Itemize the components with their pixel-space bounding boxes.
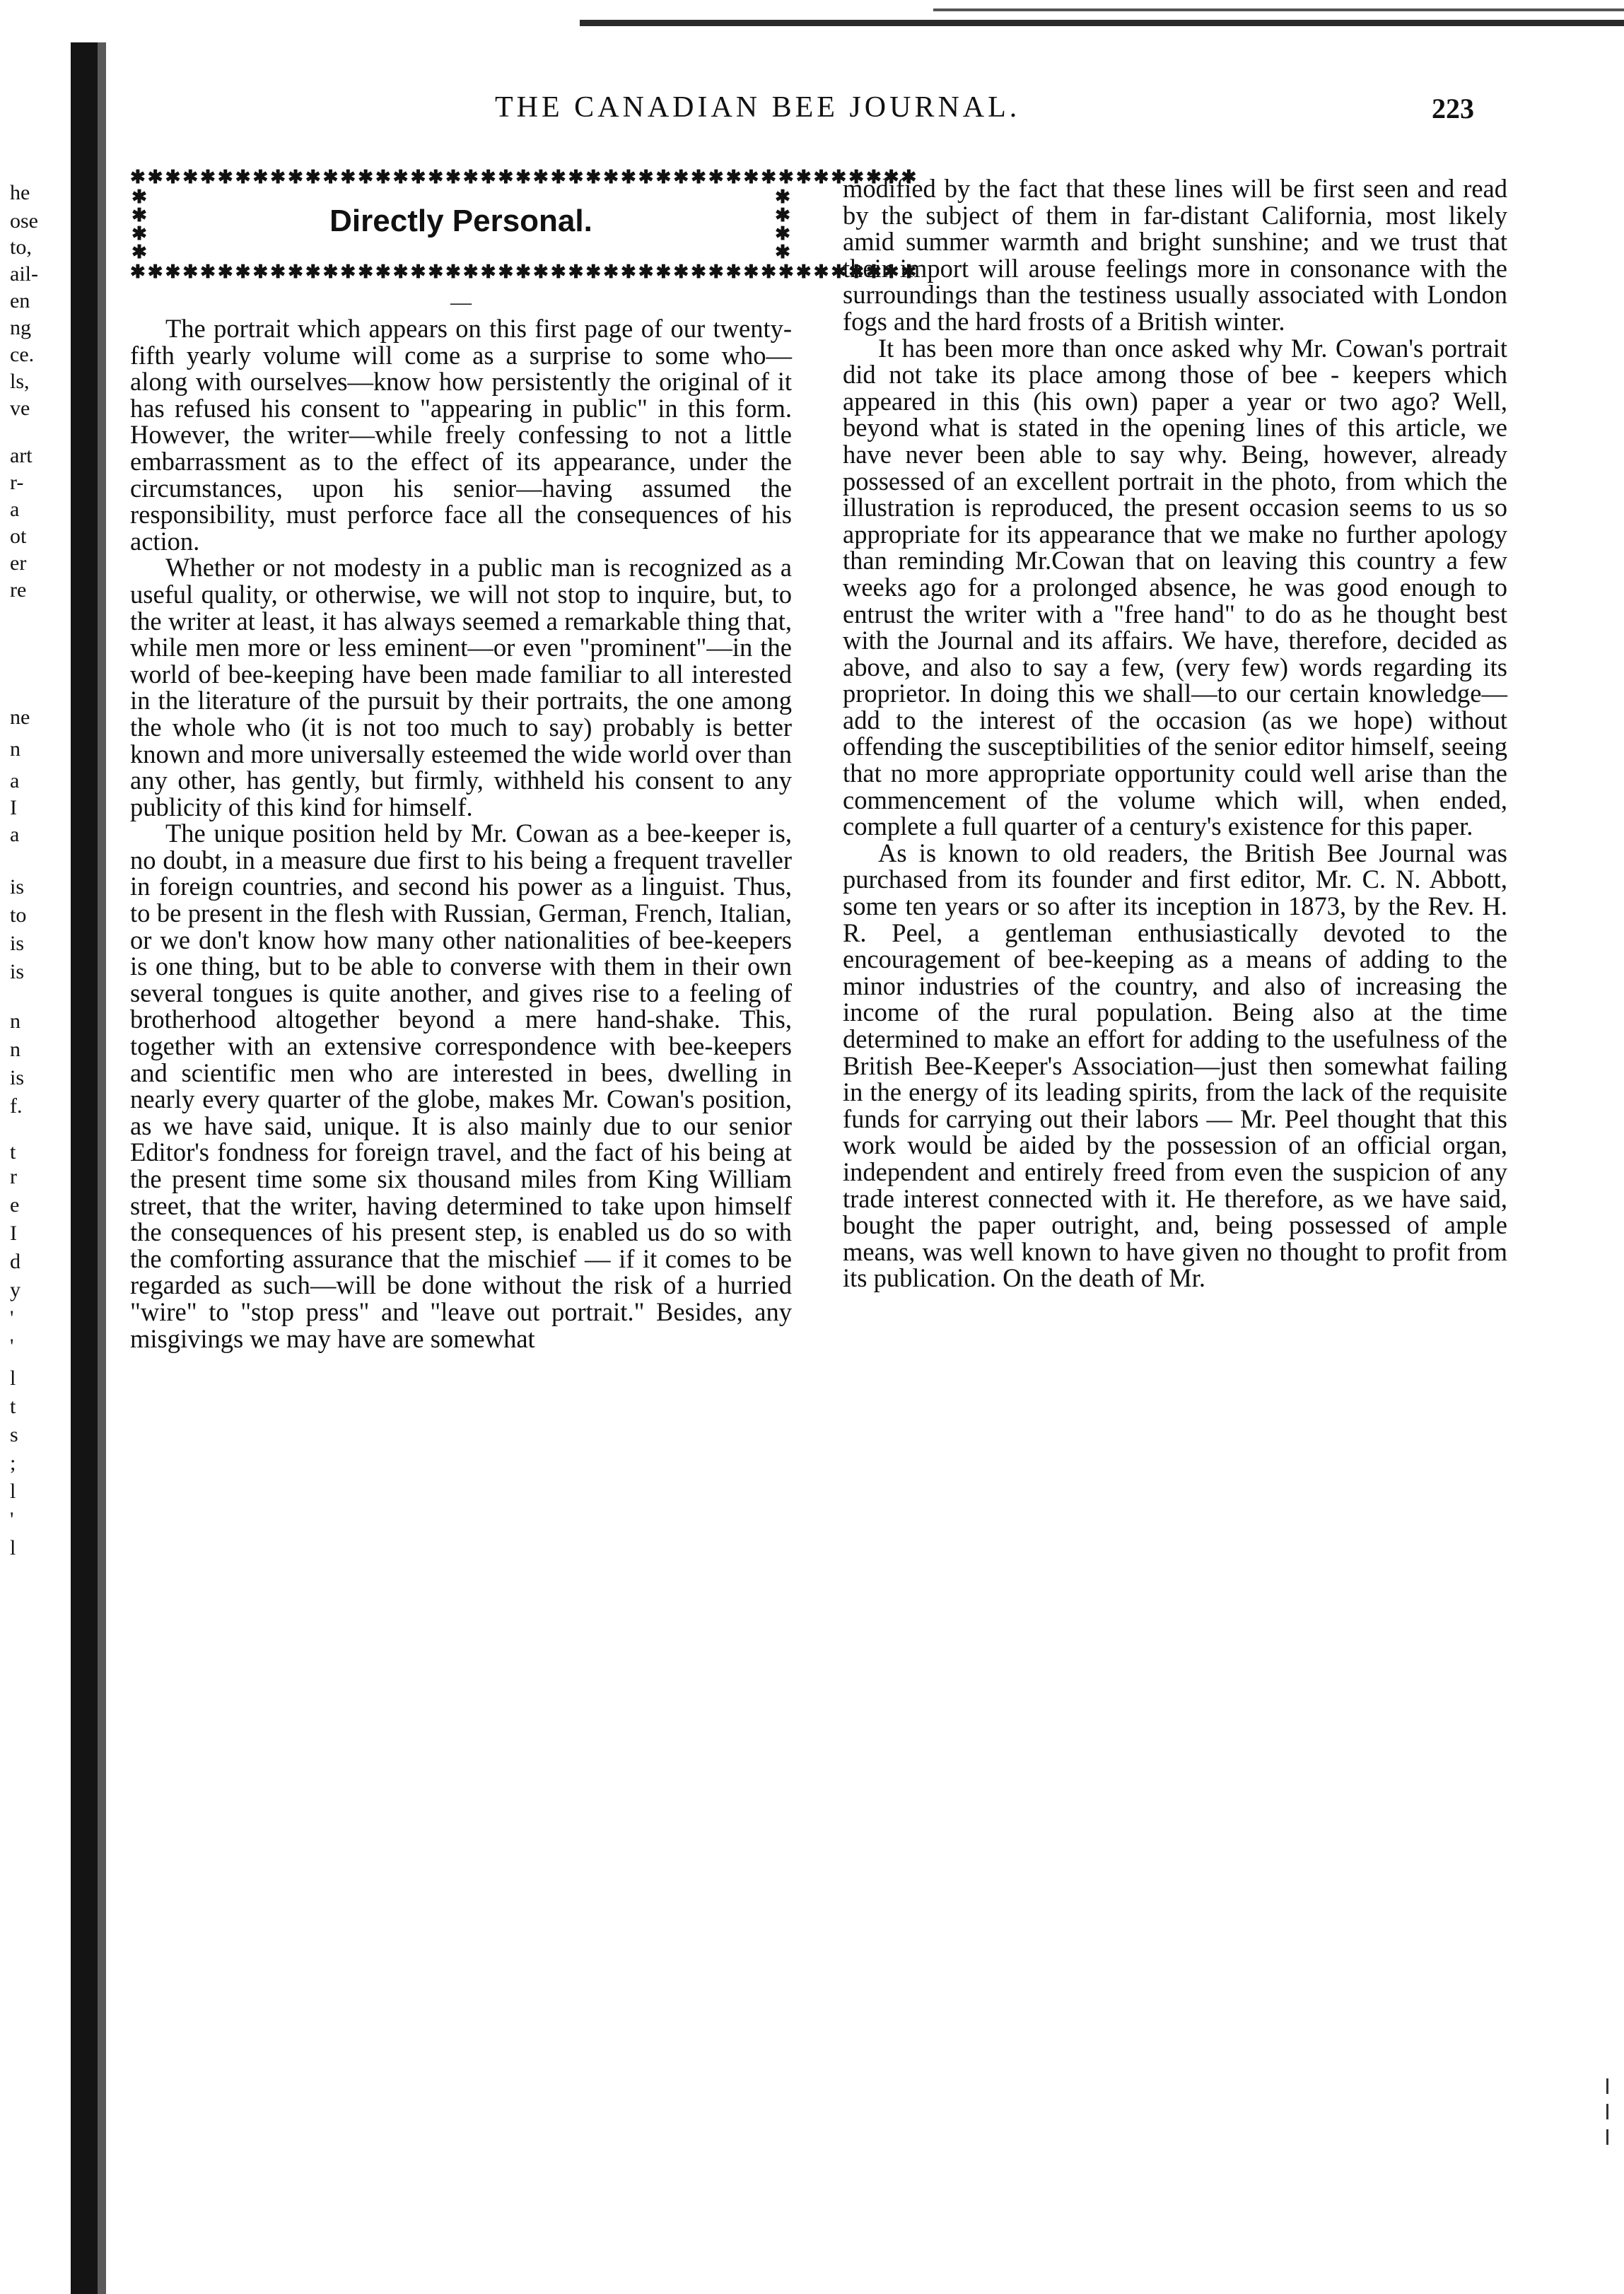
- left-column: [130, 167, 919, 1353]
- gutter-fragment: is: [10, 960, 25, 983]
- gutter-fragment: ': [10, 1508, 14, 1531]
- gutter-fragment: r-: [10, 471, 24, 494]
- binding-edge: [71, 42, 98, 2294]
- star-border-right: ✱ ✱ ✱ ✱: [775, 187, 790, 262]
- gutter-fragment: art: [10, 444, 33, 467]
- star-border-bottom: ✱✱✱✱✱✱✱✱✱✱✱✱✱✱✱✱✱✱✱✱✱✱✱✱✱✱✱✱✱✱✱✱✱✱✱✱✱✱✱✱✱✱✱✱✱: [130, 262, 919, 282]
- gutter-fragment: n: [10, 737, 21, 761]
- gutter-fragment: ls,: [10, 370, 30, 393]
- gutter-fragment: to,: [10, 235, 32, 259]
- edge-marks: [1606, 2078, 1613, 2155]
- facing-page-fragments: [10, 0, 66, 2294]
- gutter-fragment: n: [10, 1038, 21, 1061]
- gutter-fragment: a: [10, 823, 20, 846]
- gutter-fragment: is: [10, 932, 25, 955]
- paragraph: The portrait which appears on this first page of our twenty-fifth yearly volume will come as a surprise to some who—along with ourselves—know how persistently the original of it has refused his consent to "appearing in public" in this form. However, the writer—while freely confessing to not a little embarrassment as to the effect of its appearance, under the circumstances, upon his senior—having assumed the responsibility, must perforce face all the consequences of his action.: [130, 314, 792, 556]
- gutter-fragment: f.: [10, 1094, 23, 1118]
- gutter-fragment: is: [10, 875, 25, 899]
- paragraph: modified by the fact that these lines will be first seen and read by the subject of them in far-distant California, most likely amid summer warmth and bright sunshine; and we trust that their import will arouse feelings more in consonance with the surroundings than the testiness usually associated with London fogs and the hard frosts of a British winter.: [843, 174, 1507, 336]
- gutter-fragment: l: [10, 1536, 16, 1559]
- gutter-fragment: ose: [10, 209, 38, 233]
- gutter-fragment: ail-: [10, 262, 38, 286]
- article-title: Directly Personal.: [329, 204, 592, 238]
- title-rule: —: [450, 291, 472, 314]
- gutter-fragment: y: [10, 1278, 21, 1301]
- gutter-fragment: t: [10, 1140, 16, 1164]
- gutter-fragment: n: [10, 1010, 21, 1033]
- gutter-fragment: l: [10, 1367, 16, 1390]
- right-column: [843, 175, 1507, 1292]
- gutter-fragment: a: [10, 769, 20, 792]
- gutter-fragment: ve: [10, 397, 30, 420]
- gutter-fragment: ;: [10, 1451, 16, 1475]
- gutter-fragment: d: [10, 1250, 21, 1273]
- gutter-fragment: ': [10, 1335, 14, 1358]
- gutter-fragment: I: [10, 796, 17, 819]
- gutter-fragment: en: [10, 289, 30, 312]
- running-header: [120, 90, 1605, 133]
- gutter-fragment: to: [10, 903, 27, 927]
- gutter-fragment: re: [10, 578, 27, 602]
- gutter-fragment: ne: [10, 706, 30, 729]
- running-title: THE CANADIAN BEE JOURNAL.: [495, 91, 1021, 124]
- gutter-fragment: ce.: [10, 343, 35, 366]
- gutter-fragment: er: [10, 551, 27, 575]
- gutter-fragment: t: [10, 1395, 16, 1418]
- gutter-fragment: e: [10, 1193, 20, 1217]
- gutter-fragment: he: [10, 181, 30, 204]
- binding-edge-shadow: [98, 42, 106, 2294]
- gutter-fragment: s: [10, 1423, 18, 1446]
- paragraph: The unique position held by Mr. Cowan as a bee-keeper is, no doubt, in a measure due first to his being a frequent traveller in foreign countries, and second his power as a linguist. Thus, to be present in the flesh with Russian, German, French, Italian, or we don't know how many other nationalities of bee-keepers is one thing, but to be able to converse with them in their own several tongues is quite another, and gives rise to a feeling of brotherhood altogether beyond a mere hand-shake. This, together with an extensive correspondence with bee-keepers and scientific men who are interested in bees, dwelling in nearly every quarter of the globe, makes Mr. Cowan's position, as we have said, unique. It is also mainly due to our senior Editor's fondness for foreign travel, and the fact of his being at the present time some six thousand miles from King William street, that the writer, having determined to take upon himself the consequences of his present step, is enabled us do so with the comforting assurance that the mischief — if it comes to be regarded as such—will be done without the risk of a hurried "wire" to "stop press" and "leave out portrait." Besides, any misgivings we may have are somewhat: [130, 819, 792, 1353]
- gutter-fragment: ot: [10, 525, 27, 548]
- gutter-fragment: I: [10, 1222, 17, 1245]
- article-title-box: [130, 167, 919, 283]
- gutter-fragment: is: [10, 1066, 25, 1089]
- paragraph: It has been more than once asked why Mr. Cowan's portrait did not take its place among those of bee - keepers which appeared in this (his own) paper a year or two ago? Well, beyond what is stated in the opening lines of this article, we have never been able to say why. Being, however, already possessed of an excellent portrait in the photo, from which the illustration is reproduced, the present occasion seems to us so appropriate for its appearance that we make no further apology than reminding Mr.Cowan that on leaving this country a few weeks ago for a prolonged absence, he was good enough to entrust the writer with a "free hand" to do as he thought best with the Journal and its affairs. We have, therefore, decided as above, and also to say a few, (very few) words regarding its proprietor. In doing this we shall—to our certain knowledge—add to the interest of the occasion (as we hope) without offending the susceptibilities of the senior editor himself, seeing that no more appropriate opportunity could well arise than the commencement of the volume which will, when ended, complete a full quarter of a century's existence for this paper.: [843, 333, 1507, 841]
- page-number: 223: [1432, 93, 1474, 124]
- gutter-fragment: ng: [10, 316, 31, 339]
- paragraph: As is known to old readers, the British Bee Journal was purchased from its founder and first editor, Mr. C. N. Abbott, some ten years or so after its inception in 1873, by the Rev. H. R. Peel, a gentleman enthusiastically devoted to the encouragement of bee-keeping as a means of adding to the minor industries of the country, and also of increasing the income of the rural population. Being also at the time determined to make an effort for adding to the usefulness of the British Bee-Keeper's Association—just then somewhat failing in the energy of its leading spirits, from the lack of the requisite funds for carrying out their labors — Mr. Peel thought that this work would be aided by the possession of an official organ, independent and entirely freed from even the suspicion of any trade interest connected with it. He therefore, as we have said, bought the paper outright, and, being possessed of ample means, was well known to have given no thought to profit from its publication. On the death of Mr.: [843, 838, 1507, 1293]
- star-border-left: ✱ ✱ ✱ ✱: [132, 187, 147, 262]
- top-rule-thin: [933, 8, 1624, 11]
- gutter-fragment: l: [10, 1480, 16, 1503]
- gutter-fragment: a: [10, 498, 20, 521]
- top-rule: [580, 20, 1624, 26]
- gutter-fragment: ': [10, 1306, 14, 1330]
- star-border-top: ✱✱✱✱✱✱✱✱✱✱✱✱✱✱✱✱✱✱✱✱✱✱✱✱✱✱✱✱✱✱✱✱✱✱✱✱✱✱✱✱✱✱✱✱✱: [130, 167, 919, 187]
- paragraph: Whether or not modesty in a public man is recognized as a useful quality, or otherwise, we will not stop to inquire, but, to the writer at least, it has always seemed a remarkable thing that, while men more or less eminent—or even "prominent"—in the world of bee-keeping have been made familiar to all interested in the literature of the pursuit by their portraits, the one among the whole who (it is not too much to say) probably is better known and more universally esteemed the wide world over than any other, has gently, but firmly, withheld his consent to any publicity of this kind for himself.: [130, 553, 792, 821]
- gutter-fragment: r: [10, 1165, 17, 1188]
